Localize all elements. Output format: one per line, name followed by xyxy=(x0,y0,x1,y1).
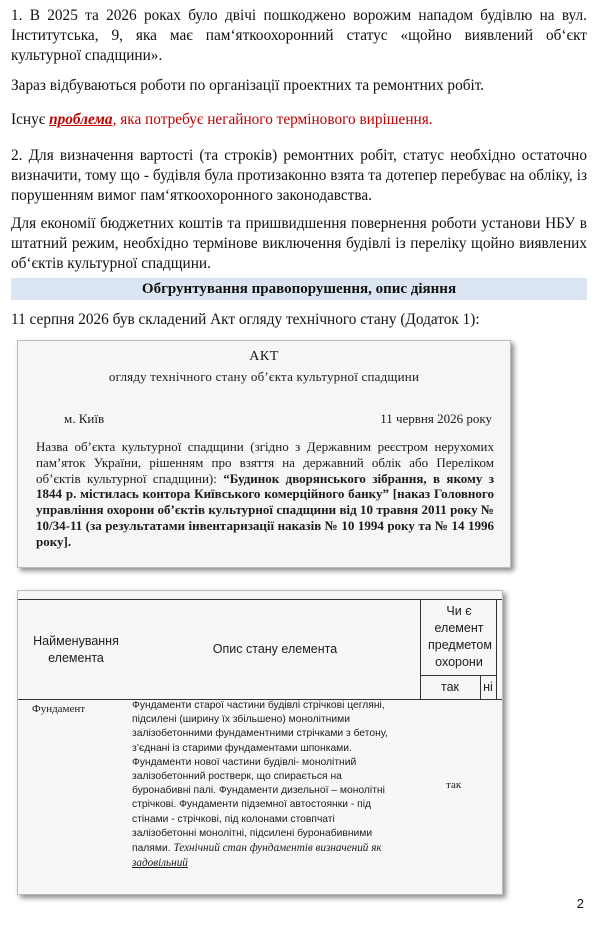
col-header-desc: Опис стану елемента xyxy=(212,642,338,656)
col-header-status: Чи є елемент предметом охорони xyxy=(428,604,492,669)
col-header-no: ні xyxy=(483,680,493,694)
paragraph-status: 2. Для визначення вартості (та строків) ремонтних робіт, статус необхідно остаточно визначити, тому що - будівля була протизаконно взята та дотепер перебуває на обліку, із порушенням вимог пам‘яткоохоронного законодавства. xyxy=(11,147,587,204)
row-desc-underline: задовільний xyxy=(132,857,188,870)
problem-prefix: Існує xyxy=(11,111,50,128)
act-intro: 11 серпня 2026 був складений Акт огляду технічного стану (Додаток 1): xyxy=(11,311,480,328)
paragraph-works: Зараз відбуваються роботи по організації проектних та ремонтних робіт. xyxy=(11,77,485,94)
row-element-desc xyxy=(132,699,394,871)
paragraph-economy: Для економії бюджетних коштів та пришвидшення повернення роботи установи НБУ в штатний режим, необхідно термінове виключення будівлі із переліку щойно виявлених об‘єктів культурної спадщини. xyxy=(11,215,587,272)
page-number: 2 xyxy=(576,896,584,911)
act-body-bold: “Будинок дворянського зібрання, в якому з 1844 р. містилась контора Київського комерційного банку” [наказ Головного управління охорони об’єктів культурної спадщини від 10 травня 2011 року № 10/34-11 (за результатами інвентаризації наказів № 10 1994 року та № 14 1996 року]. xyxy=(36,470,495,549)
problem-word: проблема xyxy=(49,111,113,128)
act-date: 11 червня 2026 року xyxy=(380,411,492,426)
act-city: м. Київ xyxy=(64,411,105,426)
table-scan-image xyxy=(17,590,503,895)
table-hline-status xyxy=(420,675,496,676)
section-title-bar: Обгрунтування правопорушення, опис діяння xyxy=(11,278,587,300)
problem-highlight xyxy=(49,111,432,128)
row-desc-plain: Фундаменти старої частини будівлі стрічкові цегляні, підсилені (ширину їх збільшено) монолітними залізобетонними фундаментними стрічками з бетону, з’єднані із старими фундаментами шпонками. Фундаменти нової частини будівлі- монолітний залізобетонний ростверк, що спирається на буронабивні палі. Фундаменти дизельної – монолітні стрічкові. Фундаменти підземної автостоянки - під стінами - стрічкові, під колонами стовпчаті залізобетонні монолітні, підсилені буронабивними палями. xyxy=(132,700,388,855)
act-body xyxy=(36,439,494,550)
paragraph-damage: 1. В 2025 та 2026 роках було двічі пошкоджено ворожим нападом будівлю на вул. Інститутська, 9, яка має пам‘яткоохоронний статус «щойно виявлений об‘єкт культурної спадщини». xyxy=(11,7,587,64)
row-element-name: Фундамент xyxy=(32,703,86,715)
table-top-rule xyxy=(18,599,502,600)
row-element-value: так xyxy=(446,779,462,791)
problem-suffix: , яка потребує негайного термінового вирішення. xyxy=(112,111,433,128)
row-desc-italic-text: Технічний стан фундаментів визначений як xyxy=(173,842,382,855)
act-title: АКТ xyxy=(249,349,279,364)
col-header-yes: так xyxy=(440,680,459,694)
act-scan-image xyxy=(17,340,511,568)
act-body-plain: Назва об’єкта культурної спадщини (згідно з Державним реєстром нерухомих пам’яток України, рішенням про взяття на державний облік або Переліком об’єктів культурної спадщини): xyxy=(36,439,494,486)
act-subtitle: огляду технічного стану об’єкта культурної спадщини xyxy=(108,369,420,384)
col-header-name: Найменування елемента xyxy=(33,634,119,665)
table-vline-right xyxy=(496,599,497,699)
paragraph-problem xyxy=(11,110,587,130)
